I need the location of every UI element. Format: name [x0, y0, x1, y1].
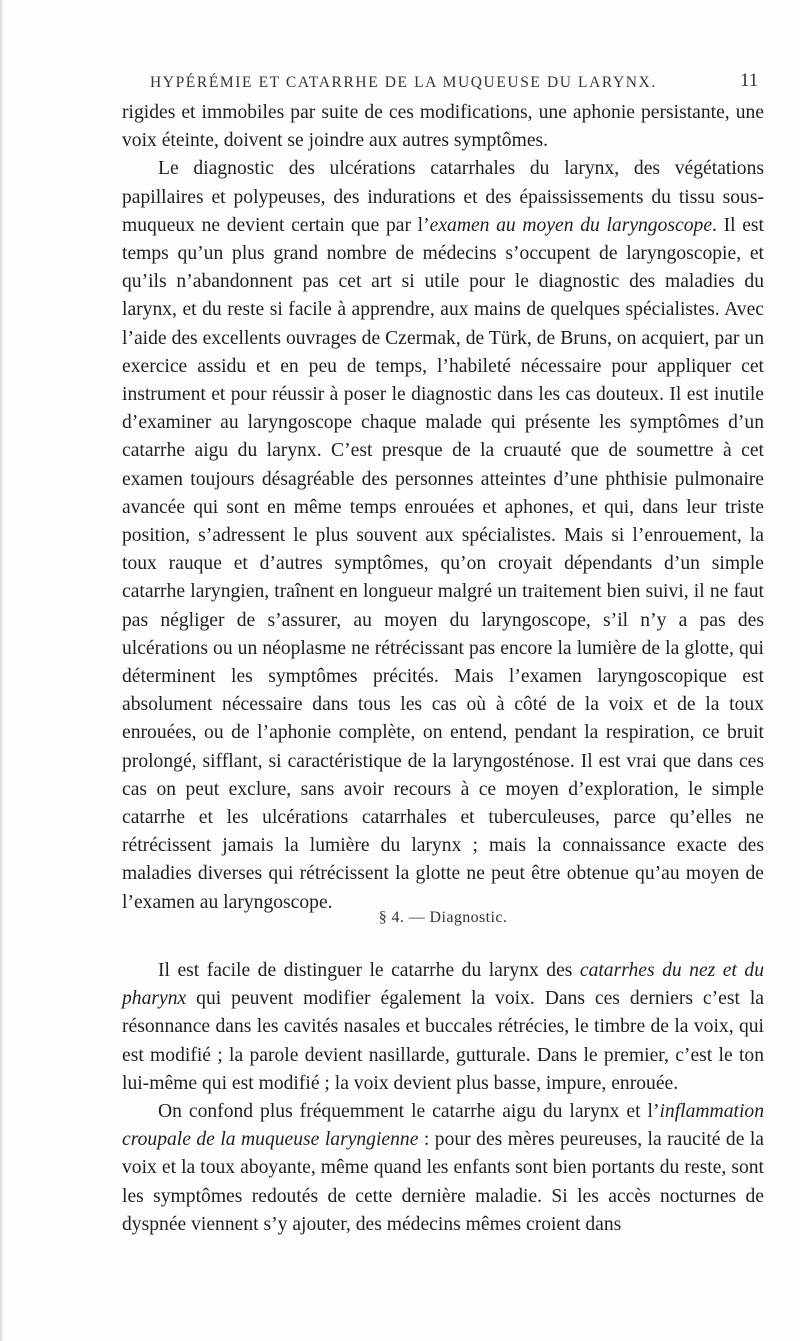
paragraph-text: rigides et immobiles par suite de ces modifications, une aphonie persistante, une voix éteinte, doivent se joindre aux autres symptômes.: [122, 102, 764, 152]
section-heading: § 4. — Diagnostic.: [378, 909, 508, 926]
paragraph-text-end: qui peuvent modifier également la voix. Dans ces derniers c’est la résonnance dans les cavités nasales et buccales rétrécies, le timbre de la voix, qui est modifié ; la parole devient nasillarde, gutturale. Dans le premier, c’est le ton lui-même qui est modifié ; la voix devient plus basse, impure, enrouée.: [122, 988, 764, 1094]
italic-emphasis: catarrhes du nez et du pharynx: [122, 960, 764, 1010]
page-number: 11: [740, 70, 759, 91]
italic-emphasis: examen au moyen du laryngoscope: [429, 214, 713, 236]
body-text-upper: [122, 99, 764, 917]
paragraph-croup: [122, 1098, 764, 1239]
paragraph-text-start: On confond plus fréquemment le catarrhe aigu du larynx et l’: [158, 1101, 660, 1123]
page-binding-edge: [0, 0, 4, 1341]
paragraph-continuation: [122, 99, 764, 155]
paragraph-text-end: . Il est temps qu’un plus grand nombre de médecins s’occupent de laryngoscopie, et qu’ils n’abandonnent pas cet art si utile pour le diagnostic des maladies du larynx, et du reste si facile à apprendre, aux mains de quelques spécialistes. Avec l’aide des excellents ouvrages de Czermak, de Türk, de Bruns, on acquiert, par un exercice assidu et en peu de temps, l’habileté nécessaire pour appliquer cet instrument et pour réussir à poser le diagnostic dans les cas douteux. Il est inutile d’examiner au laryngoscope chaque malade qui présente les symptômes d’un catarrhe aigu du larynx. C’est presque de la cruauté que de soumettre à cet examen toujours désagréable des personnes atteintes d’une phthisie pulmonaire avancée qui sont en même temps enrouées et aphones, et qui, dans leur triste position, s’adressent le plus souvent aux spécialistes. Mais si l’enrouement, la toux rauque et d’autres symptômes, qu’on croyait dépendants d’un simple catarrhe laryngien, traînent en longueur malgré un traitement bien suivi, il ne faut pas négliger de s’assurer, au moyen du laryngoscope, s’il n’y a pas des ulcérations ou un néoplasme ne rétrécissant pas encore la lumière de la glotte, qui déterminent les symptômes précités. Mais l’examen laryngoscopique est absolument nécessaire dans tous les cas où à côté de la voix et de la toux enrouées, ou de l’aphonie complète, on entend, pendant la respiration, ce bruit prolongé, sifflant, si caractéristique de la laryngosténose. Il est vrai que dans ces cas on peut exclure, sans avoir recours à ce moyen d’exploration, le simple catarrhe et les ulcérations catarrhales et tuberculeuses, parce qu’elles ne rétrécissent jamais la lumière du larynx ; mais la connaissance exacte des maladies diverses qui rétrécissent la glotte ne peut être obtenue qu’au moyen de l’examen au laryngoscope.: [122, 214, 764, 913]
paragraph-distinction: [122, 957, 764, 1098]
italic-emphasis: inflammation croupale de la muqueuse laryngienne: [122, 1101, 764, 1151]
paragraph-laryngoscope: [122, 155, 764, 916]
paragraph-text-start: Le diagnostic des ulcérations catarrhales du larynx, des végétations papillaires et polypeuses, des indurations et des épaississements du tissu sous-muqueux ne devient certain que par l’: [122, 158, 764, 236]
paragraph-text-start: Il est facile de distinguer le catarrhe du larynx des: [158, 960, 580, 981]
running-header: HYPÉRÉMIE ET CATARRHE DE LA MUQUEUSE DU LARYNX.: [150, 74, 657, 91]
body-text-lower: [122, 957, 764, 1239]
paragraph-text-end: : pour des mères peureuses, la raucité de la voix et la toux aboyante, même quand les enfants sont bien portants du reste, sont les symptômes redoutés de cette dernière maladie. Si les accès nocturnes de dyspnée viennent s’y ajouter, des médecins mêmes croient dans: [122, 1129, 764, 1235]
